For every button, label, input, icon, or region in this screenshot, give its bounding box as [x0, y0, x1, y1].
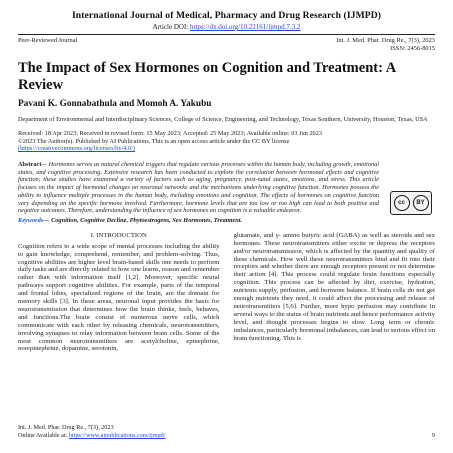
cc-by-icon [390, 191, 432, 215]
keywords [18, 217, 435, 225]
footer-online-link[interactable]: https://www.aipublications.com/ijmpd/ [68, 432, 166, 439]
doi-label: Article DOI: [152, 23, 189, 31]
peer-reviewed-label: Peer-Reviewed Journal [18, 37, 78, 44]
license-link[interactable]: (https://creativecommons.org/licenses/by/4.0/) [18, 145, 136, 153]
copyright-line: ©2023 The Author(s). Published by AI Publications. This is an open access article under the CC BY license [18, 137, 290, 145]
journal-citation: Int. J. Med. Phar. Drug Re., 7(3), 2023 [336, 37, 435, 44]
affiliation: Department of Environmental and Interdisciplinary Sciences, College of Science, Engineering, and Technology, Texas Southern, University, Houston, Texas, USA [18, 116, 428, 123]
footer-online [18, 432, 165, 440]
abstract-text: — Hormones serves as natural chemical triggers that regulate various processes within the human body, including growth, emotional states, and cognitive processing. Extensive research has been conducted to explore the correlation between hormonal effects and cognitive function; these studies have examined a variety of factors such as aging, pregnancy, post-natal states, emotions, and stress. This article focuses on the impact of hormonal changes on neuronal networks and the mechanisms underlying cognitive function. Hormones possess the ability to influence multiple processes in the human body, including emotions and cognition. The effects of hormones on cognitive function vary depending on the specific hormone involved. Furthermore, hormone levels that are too low or too high can lead to both positive and negative outcomes. Therefore, understanding the influence of sex hormones on cognition is a valuable endeavor. [18, 160, 379, 215]
intro-paragraph-right: glutamate, and γ- amino butyric acid (GABA) as well as steroids and sex hormones. These neurotransmitters either excite or depress the receptors and/or neurotransmission, which is affected by the quantity and quality of these chemicals. How well these neurotransmitters bind and fit into their receptors and whether there are enough receptors present or not determine their action [4]. This process could regulate brain functions especially cognition. This process can be affected by diet, exercise, hydration, nutrients supply, perfusion, and hormone balance. If brain cells do not get enough nutrients they need, it could affect the processing and release of neurotransmitters [5,6]. Further, more hypo perfusion may contribute in several ways to the status of brain nutrients and hence performance activity level, and thought processes begins to slow. Long term or chronic imbalances, particularly hormonal imbalances, can lead to serious effect on brain functioning. This is [233, 231, 435, 342]
abstract-block [18, 161, 435, 215]
journal-header [18, 10, 435, 31]
intro-paragraph-left: Cognition refers to a wide scope of mental processes including the ability to gain knowledge, comprehend, remember, and problem-solving. Thus, cognitive abilities are higher level brain-based skills one needs to perform daily tasks and are directly related to how one learns, reason and remember rather than with information itself [1,2]. Moreover, specific neural pathways support cognitive abilities. For example, parts of the temporal and frontal lobes, specialized regions of the brain, are the domain for memory skills [3]. In these areas, neuronal input provides the basis for neurotransmission that determines how the brain thinks, feels, behaves, and functions.The brain consist of numerous nerve cells, which communicate with each other by releasing chemicals, neurotransmitters, involving synapses to relay information between brain cells. Some of the most common neurotransmitters are acetylcholine, epinephrine, norepinephrine, dopamine, serotonin, [18, 242, 220, 353]
keywords-text: Cognition, Cognitive Decline, Phytoestrogens, Sex Hormones, Treatment. [49, 217, 243, 225]
section-heading: I. INTRODUCTION [90, 231, 147, 239]
dates-line: Received: 18 Apr 2023; Received in revised form: 15 May 2023; Accepted: 25 May 2023; Available online: 03 Jun 2023 [18, 130, 322, 137]
footer-online-row [18, 432, 435, 440]
header-rule [18, 34, 435, 35]
cc-icon: cc [394, 195, 410, 211]
journal-meta-row [18, 37, 435, 44]
issn: ISSN: 2456-8015 [390, 45, 435, 52]
right-column [234, 232, 436, 354]
doi-line [18, 23, 435, 31]
abstract [18, 161, 379, 215]
body-columns [18, 232, 435, 354]
keywords-label: Keywords— [18, 217, 50, 225]
cc-license-badge[interactable] [379, 161, 435, 215]
doi-link[interactable]: https://dx.doi.org/10.22161/ijmpd.7.3.2 [190, 23, 301, 31]
journal-title: International Journal of Medical, Pharmacy and Drug Research (IJMPD) [71, 10, 382, 21]
article-title: The Impact of Sex Hormones on Cognition and Treatment: A Review [18, 60, 396, 93]
article-dates [18, 130, 435, 153]
left-column [18, 232, 220, 354]
page-footer [18, 424, 435, 440]
abstract-label: Abstract [18, 160, 42, 168]
authors: Pavani K. Gonnabathula and Momoh A. Yakubu [18, 99, 212, 109]
by-person-icon: BY [413, 195, 429, 211]
footer-online-label: Online Available at: [18, 432, 68, 439]
page-number: 9 [431, 432, 435, 439]
footer-citation: Int. J. Med. Phar. Drug Re., 7(3), 2023 [18, 424, 114, 431]
